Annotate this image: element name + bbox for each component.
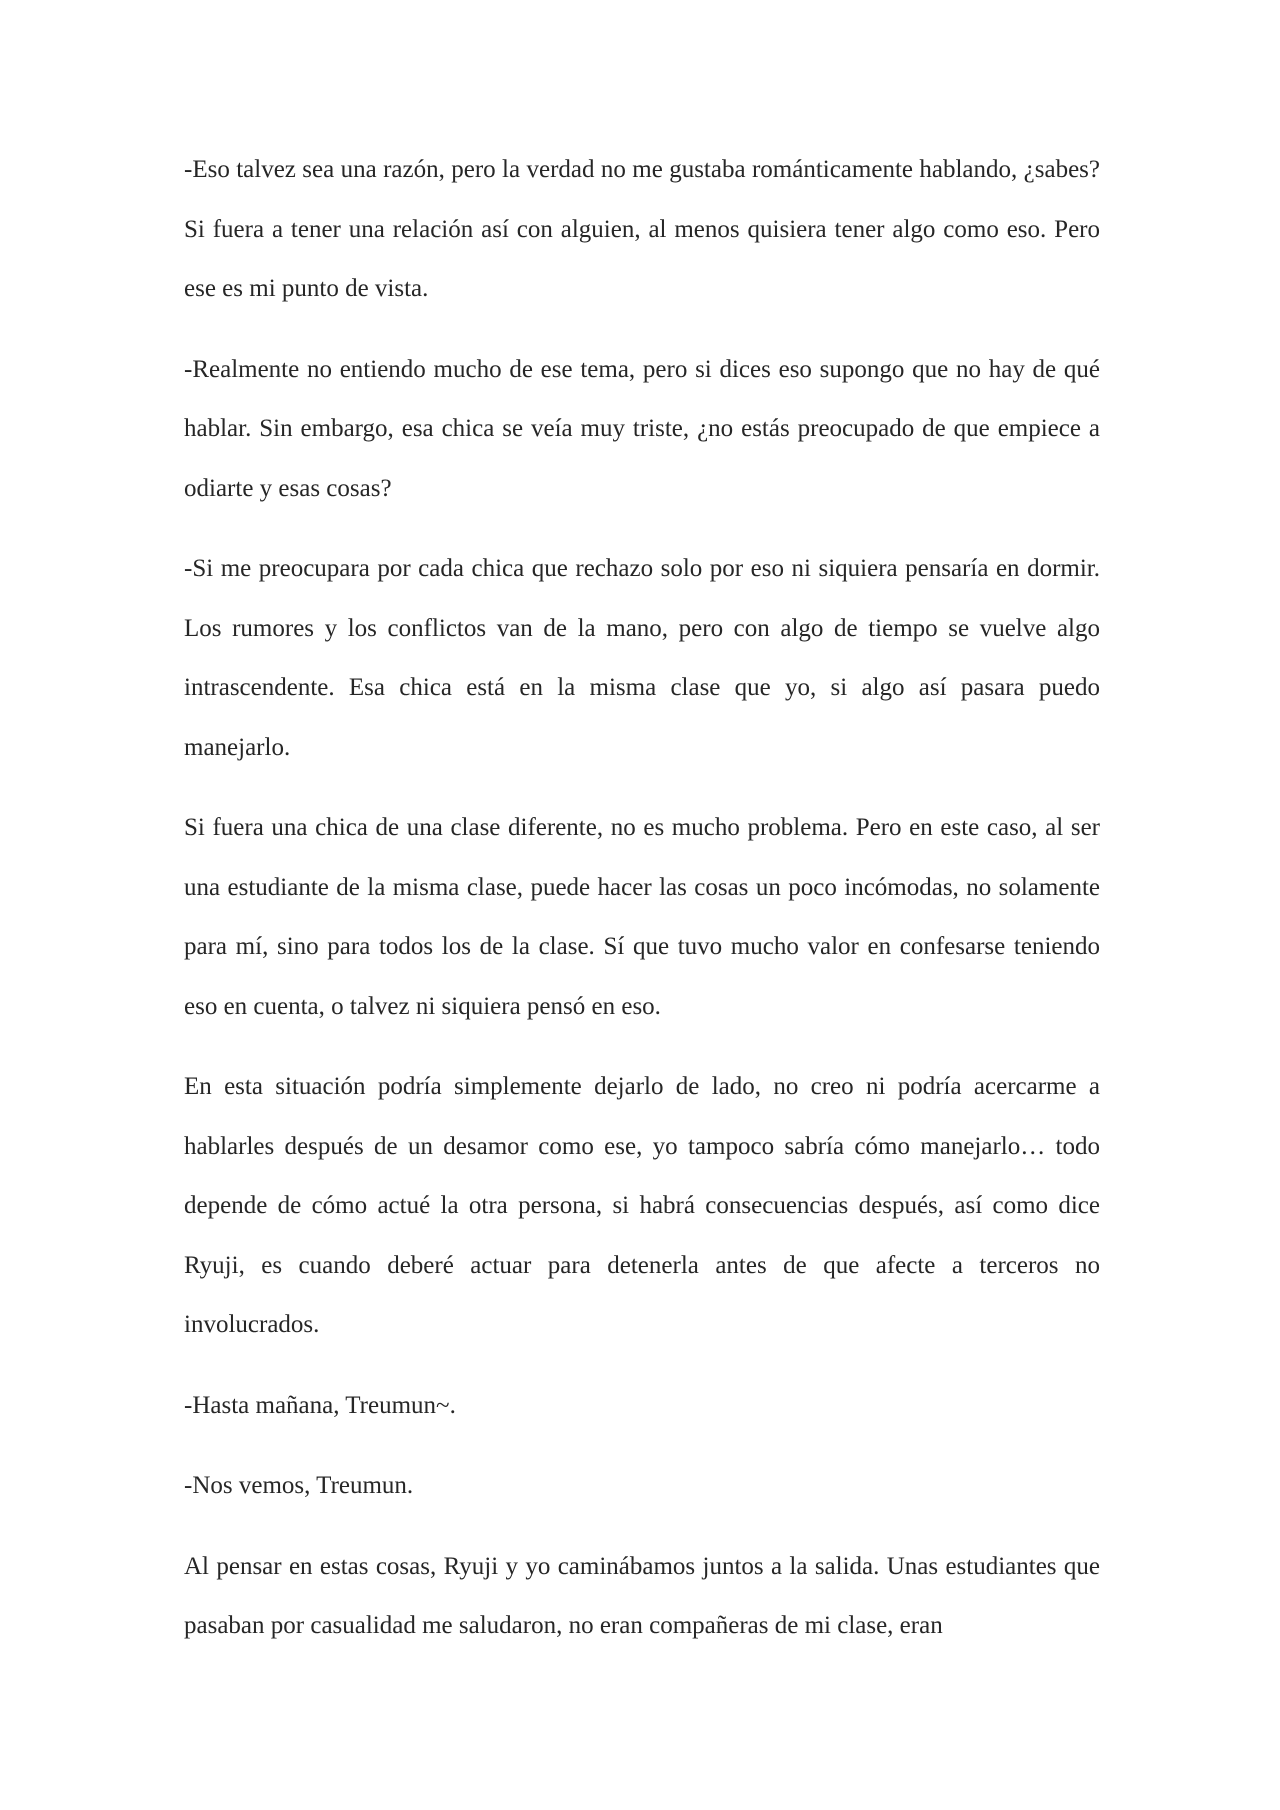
paragraph-1: -Eso talvez sea una razón, pero la verdad no me gustaba románticamente hablando, ¿sabes? Si fuera a tener una relación así con alguien, al menos quisiera tener algo como eso. Pero ese es mi punto de vista. — [184, 156, 1100, 302]
paragraph-8: Al pensar en estas cosas, Ryuji y yo caminábamos juntos a la salida. Unas estudiantes que pasaban por casualidad me saludaron, no eran compañeras de mi clase, eran — [184, 1552, 1100, 1639]
body-text — [184, 140, 1100, 1677]
paragraph-7: -Nos vemos, Treumun. — [184, 1472, 414, 1499]
paragraph-6: -Hasta mañana, Treumun~. — [184, 1391, 456, 1419]
paragraph-4: Si fuera una chica de una clase diferente, no es mucho problema. Pero en este caso, al ser una estudiante de la misma clase, puede hacer las cosas un poco incómodas, no solamente para mí, sino para todos los de la clase. Sí que tuvo mucho valor en confesarse teniendo eso en cuenta, o talvez ni siquiera pensó en eso. — [184, 814, 1100, 1020]
paragraph-3: -Si me preocupara por cada chica que rechazo solo por eso ni siquiera pensaría en dormir. Los rumores y los conflictos van de la mano, pero con algo de tiempo se vuelve algo intrascendente. Esa chica está en la misma clase que yo, si algo así pasara puedo manejarlo. — [184, 555, 1100, 761]
paragraph-2: -Realmente no entiendo mucho de ese tema, pero si dices eso supongo que no hay de qué hablar. Sin embargo, esa chica se veía muy triste, ¿no estás preocupado de que empiece a odiarte y esas cosas? — [184, 355, 1100, 502]
paragraph-5: En esta situación podría simplemente dejarlo de lado, no creo ni podría acercarme a hablarles después de un desamor como ese, yo tampoco sabría cómo manejarlo… todo depende de cómo actué la otra persona, si habrá consecuencias después, así como dice Ryuji, es cuando deberé actuar para detenerla antes de que afecte a terceros no involucrados. — [184, 1073, 1100, 1338]
